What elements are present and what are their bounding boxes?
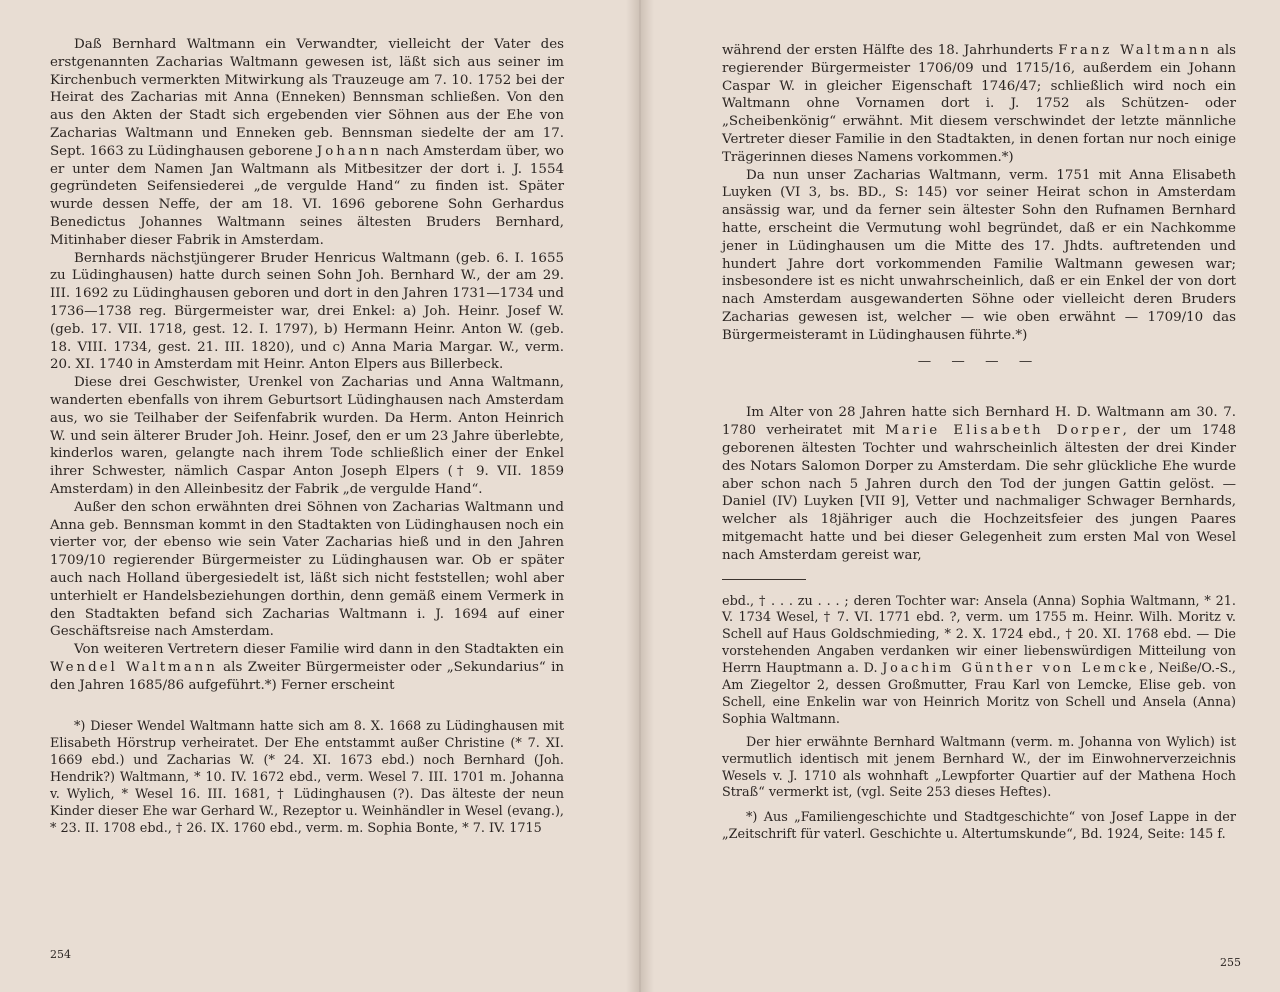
section-gap (722, 382, 1236, 404)
left-paragraph-3: Diese drei Geschwister, Urenkel von Zacharias und Anna Waltmann, wanderten ebenfalls von ihrem Geburtsort Lüdinghausen nach Amsterdam aus, wo sie Teilhaber der Seifenfabrik wurden. Da Herm. Anton Heinrich W. und sein älterer Bruder Joh. Heinr. Josef, den er um 23 Jahre überlebte, kinderlos waren, gelangte nach ihrem Tode schließlich einer der Enkel ihrer Schwester, nämlich Caspar Anton Joseph Elpers († 9. VII. 1859 Amsterdam) in den Alleinbesitz der Fabrik „de vergulde Hand“. (50, 375, 564, 497)
name-franz-waltmann: Franz Waltmann (1058, 43, 1212, 58)
right-text-column (722, 42, 1236, 844)
left-paragraph-1: Daß Bernhard Waltmann ein Verwandter, vielleicht der Vater des erstgenannten Zacharias Waltmann gewesen ist, läßt sich aus seiner im Kirchenbuch vermerkten Mitwirkung als Trauzeuge am 7. 10. 1752 bei der Heirat des Zacharias mit Anna (Enneken) Bennsman schließen. Von den aus den Akten der Stadt sich ergebenden vier Söhnen aus der Ehe von Zacharias Waltmann und Enneken geb. Bennsman siedelte der am 17. Sept. 1663 zu Lüdinghausen geborene Johann nach Amsterdam über, wo er unter dem Namen Jan Waltmann als Mitbesitzer der dort i. J. 1554 gegründeten Seifensiederei „de vergulde Hand“ zu finden ist. Später wurde dessen Neffe, der am 18. VI. 1696 geborene Sohn Gerhardus Benedictus Johannes Waltmann seines ältesten Bruders Bernhard, Mitinhaber dieser Fabrik in Amsterdam. (50, 37, 564, 248)
left-footnote: *) Dieser Wendel Waltmann hatte sich am 8. X. 1668 zu Lüdinghausen mit Elisabeth Hörstrup verheiratet. Der Ehe entstammt außer Christine (* 7. XI. 1669 ebd.) und Zacharias W. (* 24. XI. 1673 ebd.) noch Bernhard (Joh. Hendrik?) Waltmann, * 10. IV. 1672 ebd., verm. Wesel 7. III. 1701 m. Johanna v. Wylich, * Wesel 16. III. 1681, † Lüdinghausen (?). Das älteste der neun Kinder dieser Ehe war Gerhard W., Rezeptor u. Weinhändler in Wesel (evang.), * 23. II. 1708 ebd., † 26. IX. 1760 ebd., verm. m. Sophia Bonte, * 7. IV. 1715 (50, 719, 564, 836)
book-gutter (626, 0, 654, 992)
footnote-rule (722, 579, 806, 580)
name-joachim-guenther-von-lemcke: Joachim Günther von Lemcke (882, 661, 1150, 677)
right-page (640, 0, 1280, 992)
name-johann: Johann (316, 143, 382, 159)
right-footnote-note: Der hier erwähnte Bernhard Waltmann (verm. m. Johanna von Wylich) ist vermutlich identisch mit jenem Bernhard W., der im Einwohnerverzeichnis Wesels v. J. 1710 als wohnhaft „Lewpforter Quartier auf der Mathena Hoch Straß“ vermerkt ist, (vgl. Seite 253 dieses Heftes). (722, 734, 1236, 801)
section-separator: — — — — (917, 353, 1041, 369)
name-marie-elisabeth-dorper: Marie Elisabeth Dorper (885, 423, 1123, 439)
page-number-left: 254 (50, 948, 71, 961)
right-paragraph-1: während der ersten Hälfte des 18. Jahrhunderts Franz Waltmann als regierender Bürgermeister 1706/09 und 1715/16, außerdem ein Johann Caspar W. in gleicher Eigenschaft 1746/47; schließlich wird noch ein Waltmann ohne Vornamen dort i. J. 1752 als Schützen- oder „Scheibenkönig“ erwähnt. Mit diesem verschwindet der letzte männliche Vertreter dieser Familie in den Stadtakten, in denen fortan nur noch einige Trägerinnen dieses Namens vorkommen.*) (722, 43, 1236, 165)
page-number-right: 255 (1220, 956, 1241, 969)
left-paragraph-4: Außer den schon erwähnten drei Söhnen von Zacharias Waltmann und Anna geb. Bennsman kommt in den Stadtakten von Lüdinghausen noch ein vierter vor, der ebenso wie sein Vater Zacharias hieß und in den Jahren 1709/10 regierender Bürgermeister zu Lüdinghausen war. Ob er später auch nach Holland übergesiedelt ist, läßt sich nicht feststellen; wohl aber unterhielt er Handelsbeziehungen dorthin, denn gemäß einem Vermerk in den Stadtakten befand sich Zacharias Waltmann i. J. 1694 auf einer Geschäftsreise nach Amsterdam. (50, 499, 564, 640)
left-paragraph-5: Von weiteren Vertretern dieser Familie wird dann in den Stadtakten ein Wendel Waltmann als Zweiter Bürgermeister oder „Sekundarius“ in den Jahren 1685/86 aufgeführt.*) Ferner erscheint (50, 642, 564, 693)
left-text-column (50, 36, 564, 838)
right-footnote-continued: ebd., † . . . zu . . . ; deren Tochter war: Ansela (Anna) Sophia Waltmann, * 21. V. 1734 Wesel, † 7. VI. 1771 ebd. ?, verm. um 1755 m. Heinr. Wilh. Moritz v. Schell auf Haus Goldschmieding, * 2. X. 1724 ebd., † 20. XI. 1768 ebd. — Die vorstehenden Angaben verdanken wir einer liebenswürdigen Mitteilung von Herrn Hauptmann a. D. Joachim Günther von Lemcke, Neiße/O.-S., Am Ziegeltor 2, dessen Großmutter, Frau Karl von Lemcke, Elise geb. von Schell, eine Enkelin war von Heinrich Moritz von Schell und Ansela (Anna) Sophia Waltmann. (722, 593, 1236, 727)
right-paragraph-3: Im Alter von 28 Jahren hatte sich Bernhard H. D. Waltmann am 30. 7. 1780 verheiratet mit Marie Elisabeth Dorper, der um 1748 geborenen ältesten Tochter und wahrscheinlich ältesten der drei Kinder des Notars Salomon Dorper zu Amsterdam. Die sehr glückliche Ehe wurde aber schon nach 5 Jahren durch den Tod der jungen Gattin gelöst. — Daniel (IV) Luyken [VII 9], Vetter und nachmaliger Schwager Bernhards, welcher als 18jähriger auch die Hochzeitsfeier des jungen Paares mitgemacht hatte und bei dieser Gelegenheit zum ersten Mal von Wesel nach Amsterdam gereist war, (722, 405, 1236, 563)
left-paragraph-2: Bernhards nächstjüngerer Bruder Henricus Waltmann (geb. 6. I. 1655 zu Lüdinghausen) hatte durch seinen Sohn Joh. Bernhard W., der am 29. III. 1692 zu Lüdinghausen geboren und dort in den Jahren 1731—1734 und 1736—1738 reg. Bürgermeister war, drei Enkel: a) Joh. Heinr. Josef W. (geb. 17. VII. 1718, gest. 12. I. 1797), b) Hermann Heinr. Anton W. (geb. 18. VIII. 1734, gest. 21. III. 1820), und c) Anna Maria Margar. W., verm. 20. XI. 1740 in Amsterdam mit Heinr. Anton Elpers aus Billerbeck. (50, 250, 564, 373)
right-footnote-source: *) Aus „Familiengeschichte und Stadtgeschichte“ von Josef Lappe in der „Zeitschrift für vaterl. Geschichte u. Altertumskunde“, Bd. 1924, Seite: 145 f. (722, 810, 1236, 843)
name-wendel-waltmann: Wendel Waltmann (50, 659, 218, 675)
right-paragraph-2: Da nun unser Zacharias Waltmann, verm. 1751 mit Anna Elisabeth Luyken (VI 3, bs. BD., S: 145) vor seiner Heirat schon in Amsterdam ansässig war, und da ferner sein ältester Sohn den Rufnamen Bernhard hatte, erscheint die Vermutung wohl begründet, daß er ein Nachkomme jener in Lüdinghausen um die Mitte des 17. Jhdts. auftretenden und hundert Jahre dort vorkommenden Familie Waltmann gewesen war; insbesondere ist es nicht unwahrscheinlich, daß er ein Enkel der von dort nach Amsterdam ausgewanderten Söhne oder vielleicht deren Bruders Zacharias gewesen ist, welcher — wie oben erwähnt — 1709/10 das Bürgermeisteramt in Lüdinghausen führte.*) (722, 167, 1236, 343)
